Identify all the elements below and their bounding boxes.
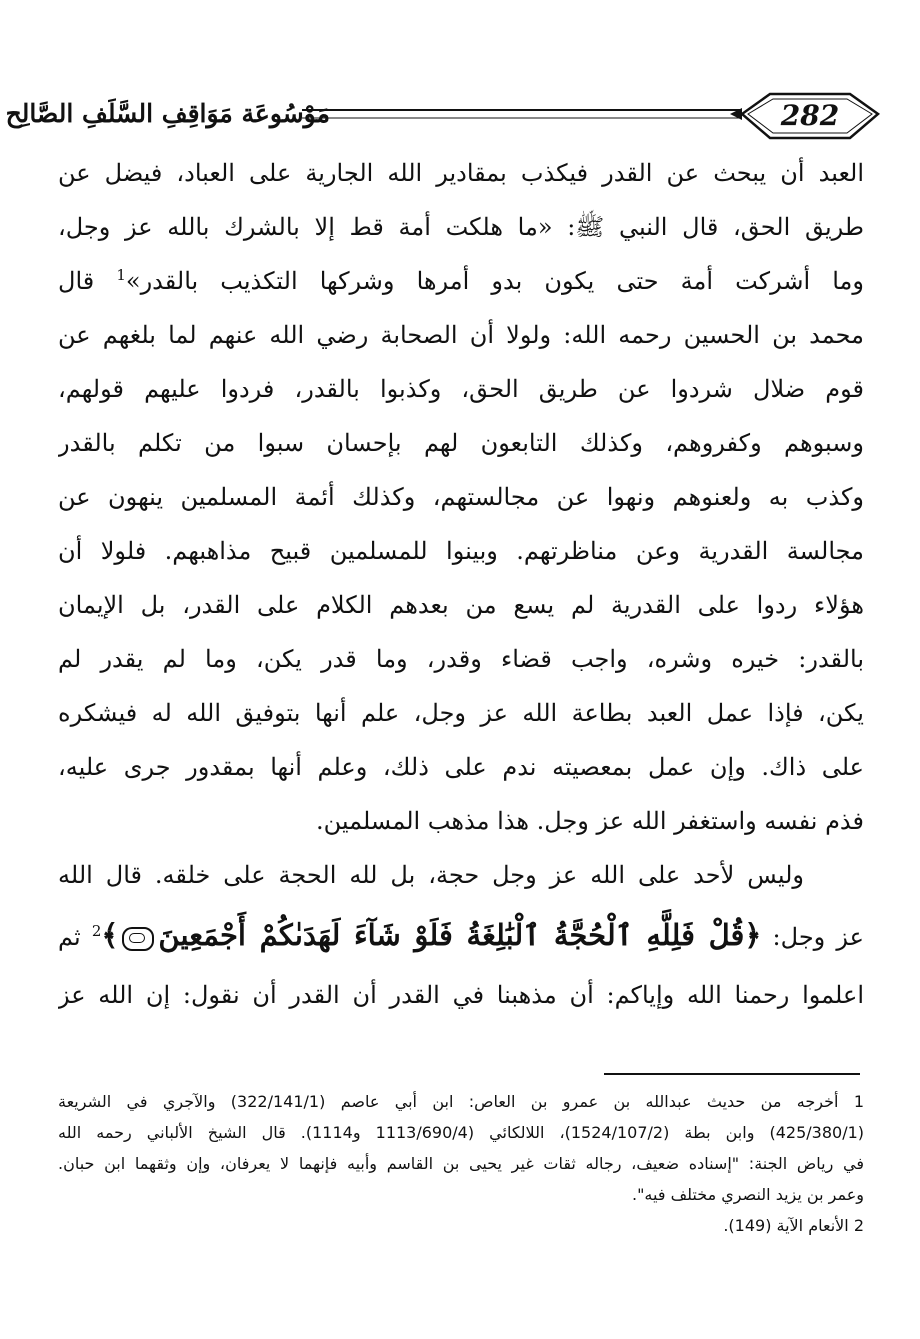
series-title: مَوْسُوعَة مَوَاقِفِ السَّلَفِ الصَّالِح (5, 99, 330, 128)
text-line: فذم نفسه واستغفر الله عز وجل. هذا مذهب المسلمين. (315, 807, 864, 835)
footnote-line: (425/380/1) وابن بطة (1524/107/2)، اللالكائي (1113/690/4 و1114). قال الشيخ الألباني رحمه الله (58, 1123, 864, 1142)
text-line: وسبوهم وكفروهم، وكذلك التابعون لهم بإحسان سبوا من تكلم بالقدر (58, 429, 864, 457)
text-line-segment: وما أشركت أمة حتى يكون بدو أمرها وشركها التكذيب بالقدر» (125, 267, 864, 295)
footnote-line: في رياض الجنة: "إسناده ضعيف، رجاله ثقات غير يحيى بن القاسم وأبيه فإنهما لا يعرفان، وإن وثقهما ابن حبان. (58, 1154, 864, 1173)
text-line: قوم ضلال شردوا عن طريق الحق، وكذبوا بالقدر، فردوا عليهم قولهم، (58, 375, 864, 403)
text-line: اعلموا رحمنا الله وإياكم: أن مذهبنا في القدر أن القدر أن نقول: إن الله عز (58, 981, 864, 1009)
text-line (58, 254, 864, 308)
quran-verse: ﴿قُلْ فَلِلَّهِ ٱلْحُجَّةُ ٱلْبَٰلِغَةُ فَلَوْ شَآءَ لَهَدَىٰكُمْ أَجْمَعِينَ (158, 918, 762, 952)
quran-verse-close: ﴾ (101, 918, 119, 952)
text-line: مجالسة القدرية وعن مناظرتهم. وبينوا للمسلمين قبيح مذاهبهم. فلولا أن (58, 537, 864, 565)
text-line-segment: عز وجل: (761, 923, 864, 951)
main-text (58, 146, 864, 1022)
text-line: طريق الحق، قال النبي ﷺ: «ما هلكت أمة قط إلا بالشرك بالله عز وجل، (58, 213, 864, 241)
footnote-ref-1: 1 (116, 266, 126, 284)
footnotes (58, 1086, 864, 1241)
text-line: العبد أن يبحث عن القدر فيكذب بمقادير الله الجارية على العباد، فيضل عن (58, 159, 864, 187)
ayah-number-mark (122, 927, 154, 951)
page-header (5, 88, 890, 144)
footnote-line: وعمر بن يزيد النصري مختلف فيه". (631, 1185, 864, 1204)
text-line: على ذاك. وإن عمل بمعصيته ندم على ذلك، وعلم أنها بمقدور جرى عليه، (58, 753, 864, 781)
footnote-separator (604, 1073, 860, 1075)
footnote-line: 1 أخرجه من حديث عبدالله بن عمرو بن العاص: ابن أبي عاصم (322/141/1) والآجري في الشريعة (58, 1092, 864, 1111)
text-line: بالقدر: خيره وشره، واجب قضاء وقدر، وما قدر يكن، وما لم يقدر لم (58, 645, 864, 673)
footnote-ref-2: 2 (91, 922, 102, 940)
text-line-tail: ثم (58, 923, 81, 951)
text-line: هؤلاء ردوا على القدرية لم يسع من بعدهم الكلام على القدر، بل الإيمان (58, 591, 864, 619)
text-line: يكن، فإذا عمل العبد بطاعة الله عز وجل، علم أنها بتوفيق الله له فيشكره (58, 699, 864, 727)
text-line: وليس لأحد على الله عز وجل حجة، بل لله الحجة على خلقه. قال الله (58, 861, 804, 889)
footnote-line: 2 الأنعام الآية (149). (723, 1216, 864, 1235)
text-line: وكذب به ولعنوهم ونهوا عن مجالستهم، وكذلك أئمة المسلمين ينهون عن (58, 483, 864, 511)
text-line-ayah (58, 902, 864, 968)
page-number: 282 (780, 99, 840, 132)
text-line: محمد بن الحسين رحمه الله: ولولا أن الصحابة رضي الله عنهم لما بلغهم عن (58, 321, 864, 349)
text-line-tail: قال (58, 267, 95, 295)
